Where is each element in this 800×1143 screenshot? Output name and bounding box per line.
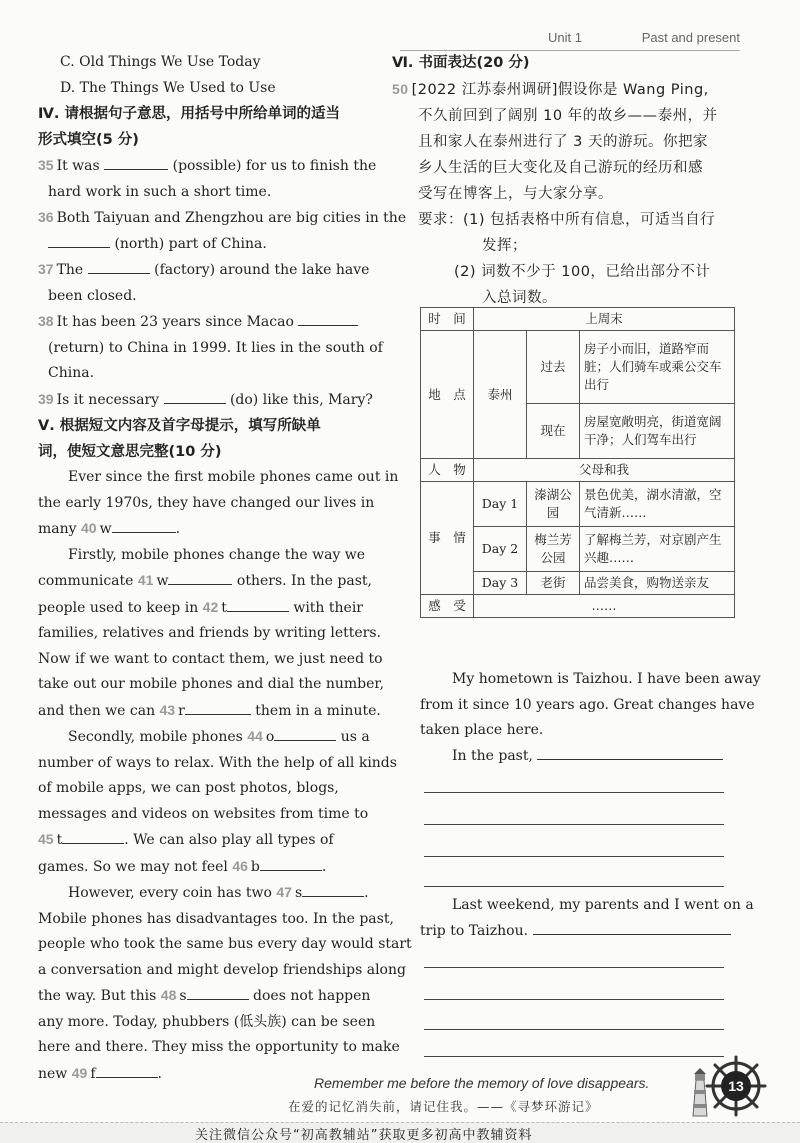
answer-blank[interactable] (164, 389, 226, 404)
question-50-line1: 50 [2022 江苏泰州调研]假设你是 Wang Ping, (392, 81, 709, 98)
requirement-1: 要求：(1) 包括表格中所有信息，可适当自行 (418, 212, 716, 228)
question-36: 36 Both Taiyuan and Zhengzhou are big cities in the (38, 209, 407, 226)
answer-blank[interactable] (227, 597, 289, 612)
question-37: 37 The (factory) around the lake have (38, 261, 370, 278)
passage-line-44: Secondly, mobile phones 44 o us a (68, 728, 370, 745)
writing-blank[interactable] (424, 886, 724, 887)
writing-area (420, 667, 761, 769)
writing-line-trip: trip to Taizhou. (420, 919, 730, 945)
footer-quote-zh: 在爱的记忆消失前，请记住我。——《寻梦环游记》 (288, 1099, 599, 1114)
passage-line-47: However, every coin has two 47 s . (68, 884, 369, 901)
writing-blank[interactable] (424, 792, 724, 793)
passage-line-46: games. So we may not feel 46 b . (38, 857, 327, 875)
answer-blank[interactable] (62, 829, 124, 844)
question-39: 39 Is it necessary (do) like this, Mary? (38, 390, 373, 408)
answer-blank[interactable] (112, 518, 176, 533)
passage-line-49: new 49 f . (38, 1064, 162, 1082)
passage-line: Firstly, mobile phones change the way we (68, 546, 366, 563)
info-table (420, 307, 735, 618)
right-column (392, 50, 737, 311)
writing-blank[interactable] (424, 1029, 724, 1030)
table-row: 人 物 父母和我 (421, 459, 735, 482)
writing-blank[interactable] (424, 967, 724, 968)
table-row: Day 2 梅兰芳公园 了解梅兰芳，对京剧产生兴趣…… (421, 527, 735, 572)
unit-label: Unit 1 (548, 30, 582, 45)
passage-line: any more. Today, phubbers (低头族) can be seen (38, 1013, 376, 1030)
writing-blank[interactable] (533, 920, 731, 935)
answer-blank[interactable] (185, 700, 251, 715)
answer-blank[interactable] (260, 856, 322, 871)
passage-line-42: people used to keep in 42 t with their (38, 598, 363, 616)
footer-quote-en: Remember me before the memory of love disappears. (314, 1075, 650, 1091)
passage-line: people who took the same bus every day would start (38, 936, 412, 952)
passage-line: of mobile apps, we can post photos, blogs, (38, 780, 339, 796)
question-50-line: 受写在博客上，与大家分享。 (418, 186, 613, 202)
option-c: C. Old Things We Use Today (60, 54, 261, 70)
requirement-1-cont: 发挥； (482, 238, 527, 254)
writing-blank[interactable] (424, 824, 724, 825)
question-38-cont2: China. (48, 365, 95, 381)
writing-blank[interactable] (424, 999, 724, 1000)
passage-line: Ever since the first mobile phones came out in (68, 469, 399, 485)
answer-blank[interactable] (274, 726, 336, 741)
unit-topic: Past and present (641, 30, 740, 45)
answer-blank[interactable] (302, 882, 364, 897)
writing-line: taken place here. (420, 722, 544, 738)
page-header (548, 30, 740, 45)
writing-line-past: In the past, (420, 744, 730, 770)
requirement-2-cont: 入总词数。 (482, 290, 557, 306)
left-column (38, 50, 412, 1087)
passage-line-40: many 40 w . (38, 520, 181, 537)
page-number: 13 (728, 1078, 744, 1094)
table-row: 时 间 上周末 (421, 308, 735, 331)
writing-line: My hometown is Taizhou. I have been away (452, 671, 761, 687)
option-d: D. The Things We Used to Use (60, 79, 276, 96)
question-50-line: 乡人生活的巨大变化及自己游玩的经历和感 (418, 160, 703, 176)
passage-line: take out our mobile phones and dial the number, (38, 676, 385, 692)
passage-line-41: communicate 41 w others. In the past, (38, 572, 372, 589)
passage-line: number of ways to relax. With the help of all kinds (38, 754, 397, 771)
requirement-2: (2) 词数不少于 100，已给出部分不计 (454, 264, 711, 280)
answer-blank[interactable] (96, 1063, 158, 1078)
passage-line: a conversation and might develop friendships along (38, 961, 406, 978)
passage-line-48: the way. But this 48 s does not happen (38, 987, 371, 1004)
question-38: 38 It has been 23 years since Macao (38, 309, 374, 336)
passage-line: the early 1970s, they have changed our lives in (38, 494, 375, 511)
passage-line: Mobile phones has disadvantages too. In the past, (38, 910, 394, 927)
answer-blank[interactable] (298, 311, 358, 326)
writing-line: Last weekend, my parents and I went on a (452, 897, 754, 913)
writing-line: from it since 10 years ago. Great changes have (420, 696, 755, 713)
ship-wheel-page-number (705, 1055, 767, 1117)
section-4-title: Ⅳ. 请根据句子意思，用括号中所给单词的适当 形式填空(5 分) (38, 106, 340, 148)
writing-blank[interactable] (424, 856, 724, 857)
section-5-title: Ⅴ. 根据短文内容及首字母提示，填写所缺单 词，使短文意思完整(10 分) (38, 418, 321, 460)
section-6-title: Ⅵ. 书面表达(20 分) (392, 55, 530, 71)
writing-blank[interactable] (537, 745, 723, 760)
passage-line: Now if we want to contact them, we just need to (38, 650, 383, 667)
answer-blank[interactable] (88, 259, 150, 274)
writing-blank[interactable] (424, 1056, 724, 1057)
passage-line-43: and then we can 43 r them in a minute. (38, 701, 381, 719)
writing-area-2 (420, 893, 754, 944)
answer-blank[interactable] (168, 570, 232, 585)
footer-note: 关注微信公众号“初高教辅站”获取更多初高中教辅资料 (195, 1128, 533, 1143)
answer-blank[interactable] (187, 985, 249, 1000)
question-37-cont: been closed. (48, 287, 137, 304)
table-row: Day 3 老街 品尝美食，购物送亲友 (421, 572, 735, 595)
passage-line: messages and videos on websites from time to (38, 805, 369, 822)
question-38-cont: (return) to China in 1999. It lies in the south of (48, 339, 383, 356)
table-row: 感 受 …… (421, 595, 735, 618)
table-row: 现在 房屋宽敞明亮，街道宽阔干净；人们驾车出行 (421, 404, 735, 459)
question-35-cont: hard work in such a short time. (48, 183, 272, 200)
question-50-line: 且和家人在泰州进行了 3 天的游玩。你把家 (418, 134, 708, 150)
table-row: 事 情 Day 1 溱湖公园 景色优美，湖水清澈，空气清新…… (421, 482, 735, 527)
passage-line: families, relatives and friends by writing letters. (38, 625, 381, 641)
question-36-cont: (north) part of China. (38, 232, 374, 258)
passage-line: here and there. They miss the opportunity to make (38, 1039, 400, 1055)
passage-line-45: 45 t . We can also play all types of (38, 831, 334, 848)
question-50-line: 不久前回到了阔别 10 年的故乡——泰州，并 (418, 108, 718, 124)
question-35: 35 It was (possible) for us to finish the (38, 157, 377, 174)
answer-blank[interactable] (48, 233, 110, 248)
answer-blank[interactable] (104, 155, 168, 170)
table-row: 地 点 泰州 过去 房子小而旧，道路窄而脏；人们骑车或乘公交车出行 (421, 331, 735, 404)
